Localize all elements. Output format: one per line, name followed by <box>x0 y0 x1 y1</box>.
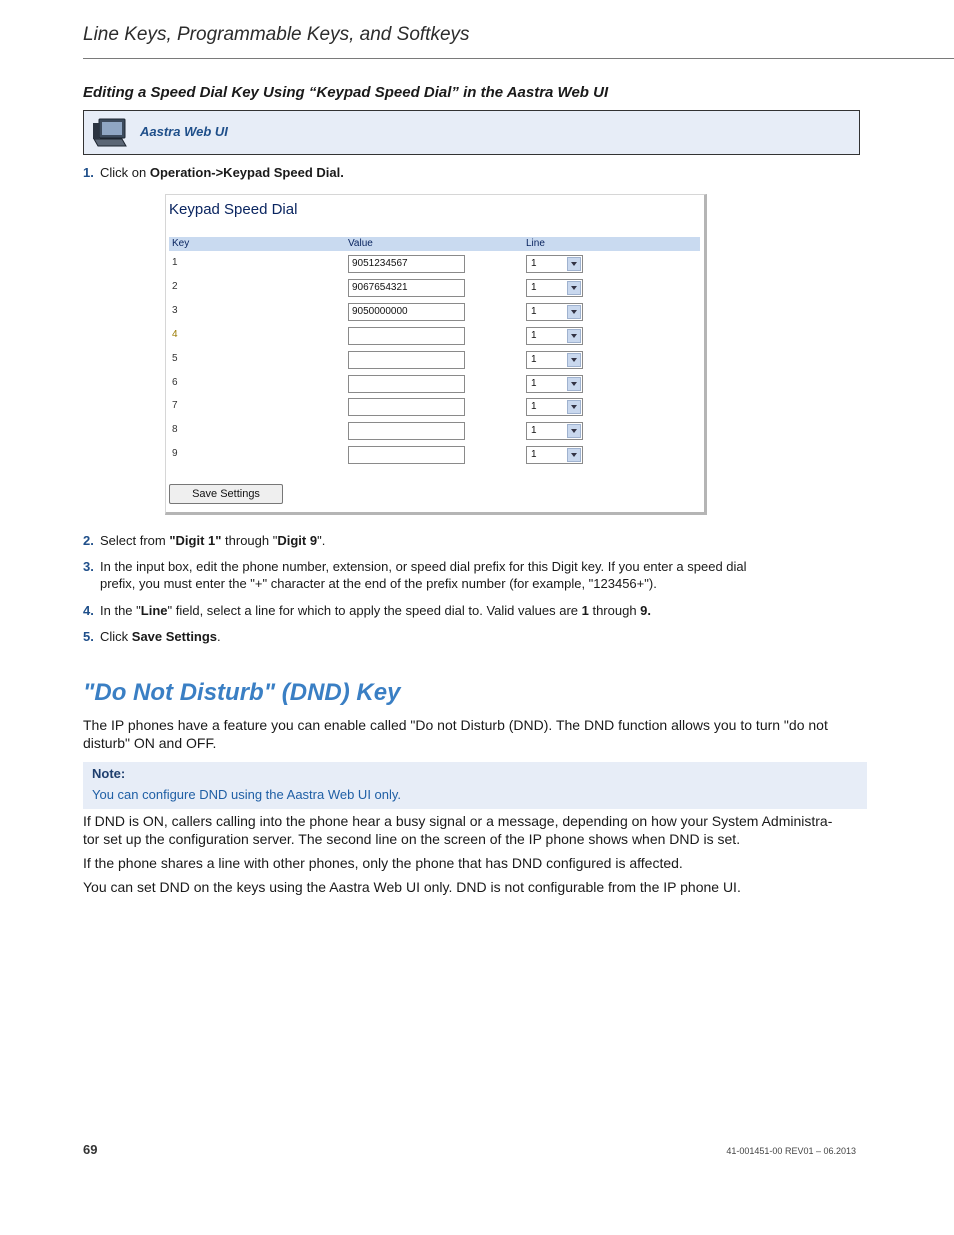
line-select[interactable] <box>526 446 583 464</box>
key-number: 8 <box>172 424 178 435</box>
key-number: 9 <box>172 448 178 459</box>
step-emphasis: 9. <box>640 603 652 618</box>
paragraph-text: disturb" ON and OFF. <box>83 735 217 751</box>
paragraph-text: tor set up the configuration server. The second line on the screen of the IP phone shows when DND is set. <box>83 831 741 847</box>
step-emphasis: 1 <box>581 603 589 618</box>
dnd-paragraph-1 <box>83 812 858 848</box>
value-input[interactable] <box>348 351 465 369</box>
line-select[interactable] <box>526 398 583 416</box>
step-emphasis: "Digit 1" <box>169 533 222 548</box>
save-settings-button[interactable]: Save Settings <box>169 484 283 504</box>
chevron-down-icon <box>567 448 581 462</box>
line-select[interactable] <box>526 303 583 321</box>
line-select[interactable] <box>526 375 583 393</box>
chevron-down-icon <box>567 329 581 343</box>
value-input[interactable] <box>348 446 465 464</box>
column-line: Line <box>526 238 545 249</box>
step-1 <box>83 164 344 181</box>
dnd-heading: "Do Not Disturb" (DND) Key <box>83 679 401 706</box>
line-select-value: 1 <box>531 425 537 436</box>
paragraph-text: If DND is ON, callers calling into the phone hear a busy signal or a message, depending on how your System Administra- <box>83 813 833 829</box>
chevron-down-icon <box>567 257 581 271</box>
value-input[interactable] <box>348 398 465 416</box>
line-select-value: 1 <box>531 306 537 317</box>
step-text: " field, select a line for which to apply the speed dial to. Valid values are <box>167 603 582 618</box>
step-number: 4. <box>83 603 94 618</box>
line-select-value: 1 <box>531 258 537 269</box>
line-select[interactable] <box>526 279 583 297</box>
chevron-down-icon <box>567 424 581 438</box>
step-text: Select from <box>100 533 170 548</box>
step-5 <box>83 628 221 645</box>
column-key: Key <box>172 238 190 249</box>
table-row <box>169 351 700 369</box>
table-row <box>169 375 700 393</box>
line-select-value: 1 <box>531 354 537 365</box>
step-text: through " <box>221 533 278 548</box>
aastra-web-ui-label: Aastra Web UI <box>140 124 228 139</box>
step-number: 2. <box>83 533 94 548</box>
table-row <box>169 422 700 440</box>
step-text: through <box>588 603 641 618</box>
keypad-speed-dial-screenshot <box>165 194 707 515</box>
step-3 <box>83 558 747 592</box>
step-emphasis: Line <box>140 603 168 618</box>
line-select[interactable] <box>526 351 583 369</box>
value-input[interactable]: 9051234567 <box>348 255 465 273</box>
line-select[interactable] <box>526 327 583 345</box>
running-header: Line Keys, Programmable Keys, and Softkeys <box>83 24 470 45</box>
chevron-down-icon <box>567 400 581 414</box>
value-input[interactable] <box>348 327 465 345</box>
aastra-web-ui-banner <box>83 110 860 155</box>
chevron-down-icon <box>567 281 581 295</box>
chevron-down-icon <box>567 377 581 391</box>
column-value: Value <box>348 238 373 249</box>
document-id: 41-001451-00 REV01 – 06.2013 <box>726 1146 856 1156</box>
table-header <box>169 237 700 251</box>
step-text: prefix, you must enter the "+" character at the end of the prefix number (for example, "123456+"). <box>100 576 657 591</box>
step-text: . <box>217 629 221 644</box>
key-number: 3 <box>172 305 178 316</box>
line-select[interactable] <box>526 422 583 440</box>
line-select-value: 1 <box>531 401 537 412</box>
table-row <box>169 255 700 273</box>
step-emphasis: Operation->Keypad Speed Dial. <box>149 165 344 180</box>
step-emphasis: Save Settings <box>131 629 218 644</box>
chevron-down-icon <box>567 305 581 319</box>
chevron-down-icon <box>567 353 581 367</box>
header-divider <box>83 58 954 59</box>
note-text: You can configure DND using the Aastra Web UI only. <box>92 787 402 802</box>
step-text: Click on <box>100 165 150 180</box>
key-number: 1 <box>172 257 178 268</box>
step-number: 5. <box>83 629 94 644</box>
section-title: Editing a Speed Dial Key Using “Keypad Speed Dial” in the Aastra Web UI <box>83 84 609 101</box>
dnd-intro <box>83 716 858 752</box>
step-text: In the " <box>100 603 141 618</box>
step-text: ". <box>317 533 326 548</box>
dnd-paragraph-2: If the phone shares a line with other phones, only the phone that has DND configured is affected. <box>83 855 683 871</box>
step-2 <box>83 532 325 549</box>
line-select-value: 1 <box>531 282 537 293</box>
value-input[interactable] <box>348 422 465 440</box>
dnd-paragraph-3: You can set DND on the keys using the Aastra Web UI only. DND is not configurable from the IP phone UI. <box>83 879 741 895</box>
step-emphasis: Digit 9 <box>277 533 318 548</box>
key-number: 7 <box>172 400 178 411</box>
page-number: 69 <box>83 1142 98 1157</box>
value-input[interactable]: 9050000000 <box>348 303 465 321</box>
line-select-value: 1 <box>531 330 537 341</box>
step-text: Click <box>100 629 132 644</box>
table-row <box>169 398 700 416</box>
step-number: 1. <box>83 165 94 180</box>
note-box <box>83 762 867 809</box>
step-number: 3. <box>83 559 94 574</box>
line-select-value: 1 <box>531 449 537 460</box>
paragraph-text: The IP phones have a feature you can enable called "Do not Disturb (DND). The DND function allows you to turn "do not <box>83 717 828 733</box>
table-row <box>169 279 700 297</box>
table-row <box>169 303 700 321</box>
step-text: In the input box, edit the phone number, extension, or speed dial prefix for this Digit key. If you enter a speed dial <box>100 559 747 574</box>
key-number: 2 <box>172 281 178 292</box>
key-number: 5 <box>172 353 178 364</box>
line-select[interactable] <box>526 255 583 273</box>
screenshot-title: Keypad Speed Dial <box>169 201 298 218</box>
table-row <box>169 446 700 464</box>
value-input[interactable] <box>348 375 465 393</box>
key-number: 6 <box>172 377 178 388</box>
note-label: Note: <box>92 766 126 781</box>
key-number: 4 <box>172 329 178 340</box>
value-input[interactable]: 9067654321 <box>348 279 465 297</box>
step-4 <box>83 602 651 619</box>
line-select-value: 1 <box>531 378 537 389</box>
computer-monitor-icon <box>92 117 128 149</box>
table-row <box>169 327 700 345</box>
